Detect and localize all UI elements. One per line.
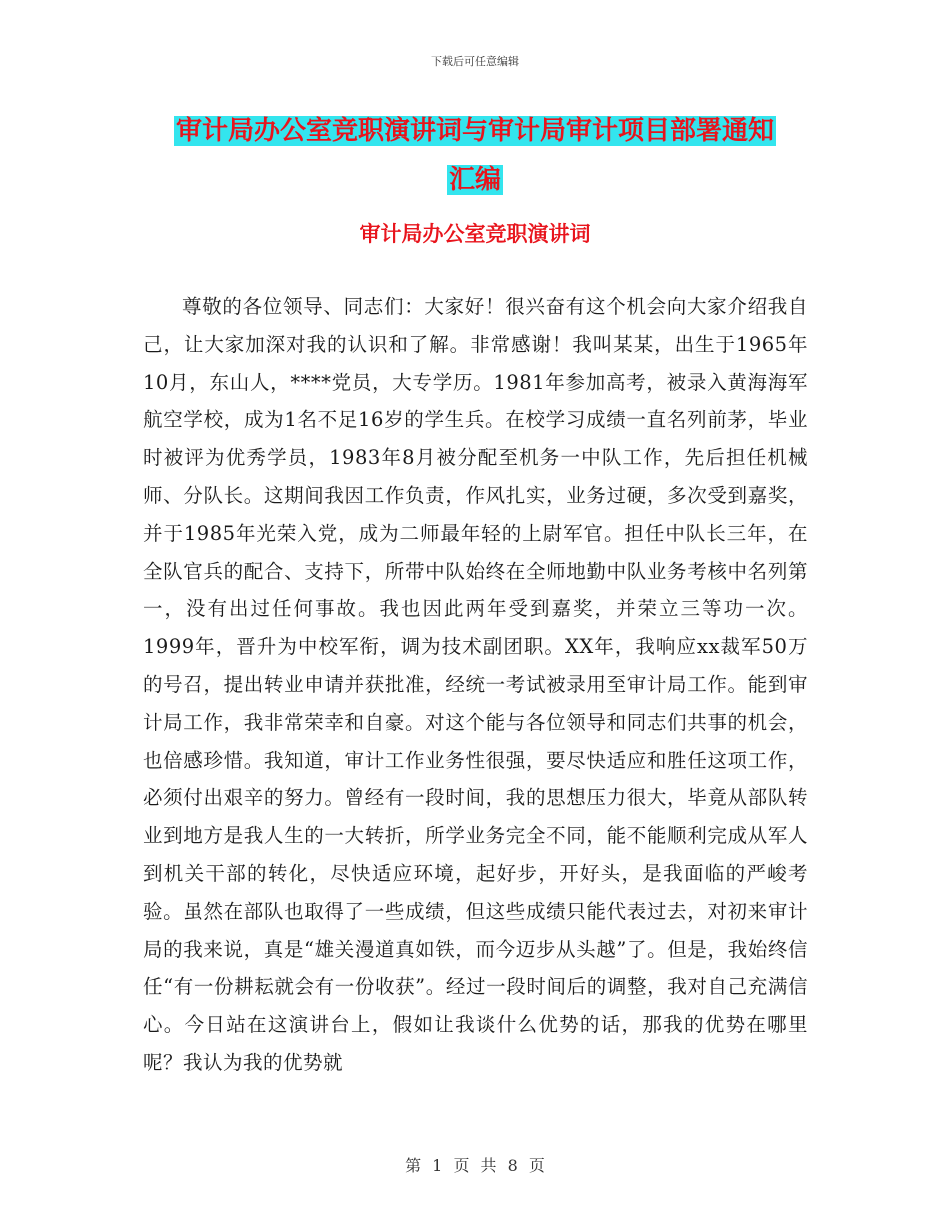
- document-title: [145, 107, 805, 205]
- page-number: 第 1 页 共 8 页: [405, 1156, 545, 1175]
- page-header-note: 下载后可任意编辑: [431, 55, 519, 68]
- body-paragraph: 尊敬的各位领导、同志们：大家好！很兴奋有这个机会向大家介绍我自己，让大家加深对我的认识和了解。非常感谢！我叫某某，出生于1965年10月，东山人，****党员，大专学历。1981年参加高考，被录入黄海海军航空学校，成为1名不足16岁的学生兵。在校学习成绩一直名列前茅，毕业时被评为优秀学员，1983年8月被分配至机务一中队工作，先后担任机械师、分队长。这期间我因工作负责，作风扎实，业务过硬，多次受到嘉奖，并于1985年光荣入党，成为二师最年轻的上尉军官。担任中队长三年，在全队官兵的配合、支持下，所带中队始终在全师地勤中队业务考核中名列第一，没有出过任何事故。我也因此两年受到嘉奖，并荣立三等功一次。1999年，晋升为中校军衔，调为技术副团职。XX年，我响应xx裁军50万的号召，提出转业申请并获批准，经统一考试被录用至审计局工作。能到审计局工作，我非常荣幸和自豪。对这个能与各位领导和同志们共事的机会，也倍感珍惜。我知道，审计工作业务性很强，要尽快适应和胜任这项工作，必须付出艰辛的努力。曾经有一段时间，我的思想压力很大，毕竟从部队转业到地方是我人生的一大转折，所学业务完全不同，能不能顺利完成从军人到机关干部的转化，尽快适应环境，起好步，开好头，是我面临的严峻考验。虽然在部队也取得了一些成绩，但这些成绩只能代表过去，对初来审计局的我来说，真是“雄关漫道真如铁，而今迈步从头越”了。但是，我始终信任“有一份耕耘就会有一份收获”。经过一段时间后的调整，我对自己充满信心。今日站在这演讲台上，假如让我谈什么优势的话，那我的优势在哪里呢？我认为我的优势就: [143, 295, 808, 1074]
- document-title-line1: 审计局办公室竞职演讲词与审计局审计项目部署通知: [175, 116, 774, 146]
- document-title-line2: 汇编: [448, 165, 501, 195]
- section-title: 审计局办公室竞职演讲词: [359, 221, 591, 246]
